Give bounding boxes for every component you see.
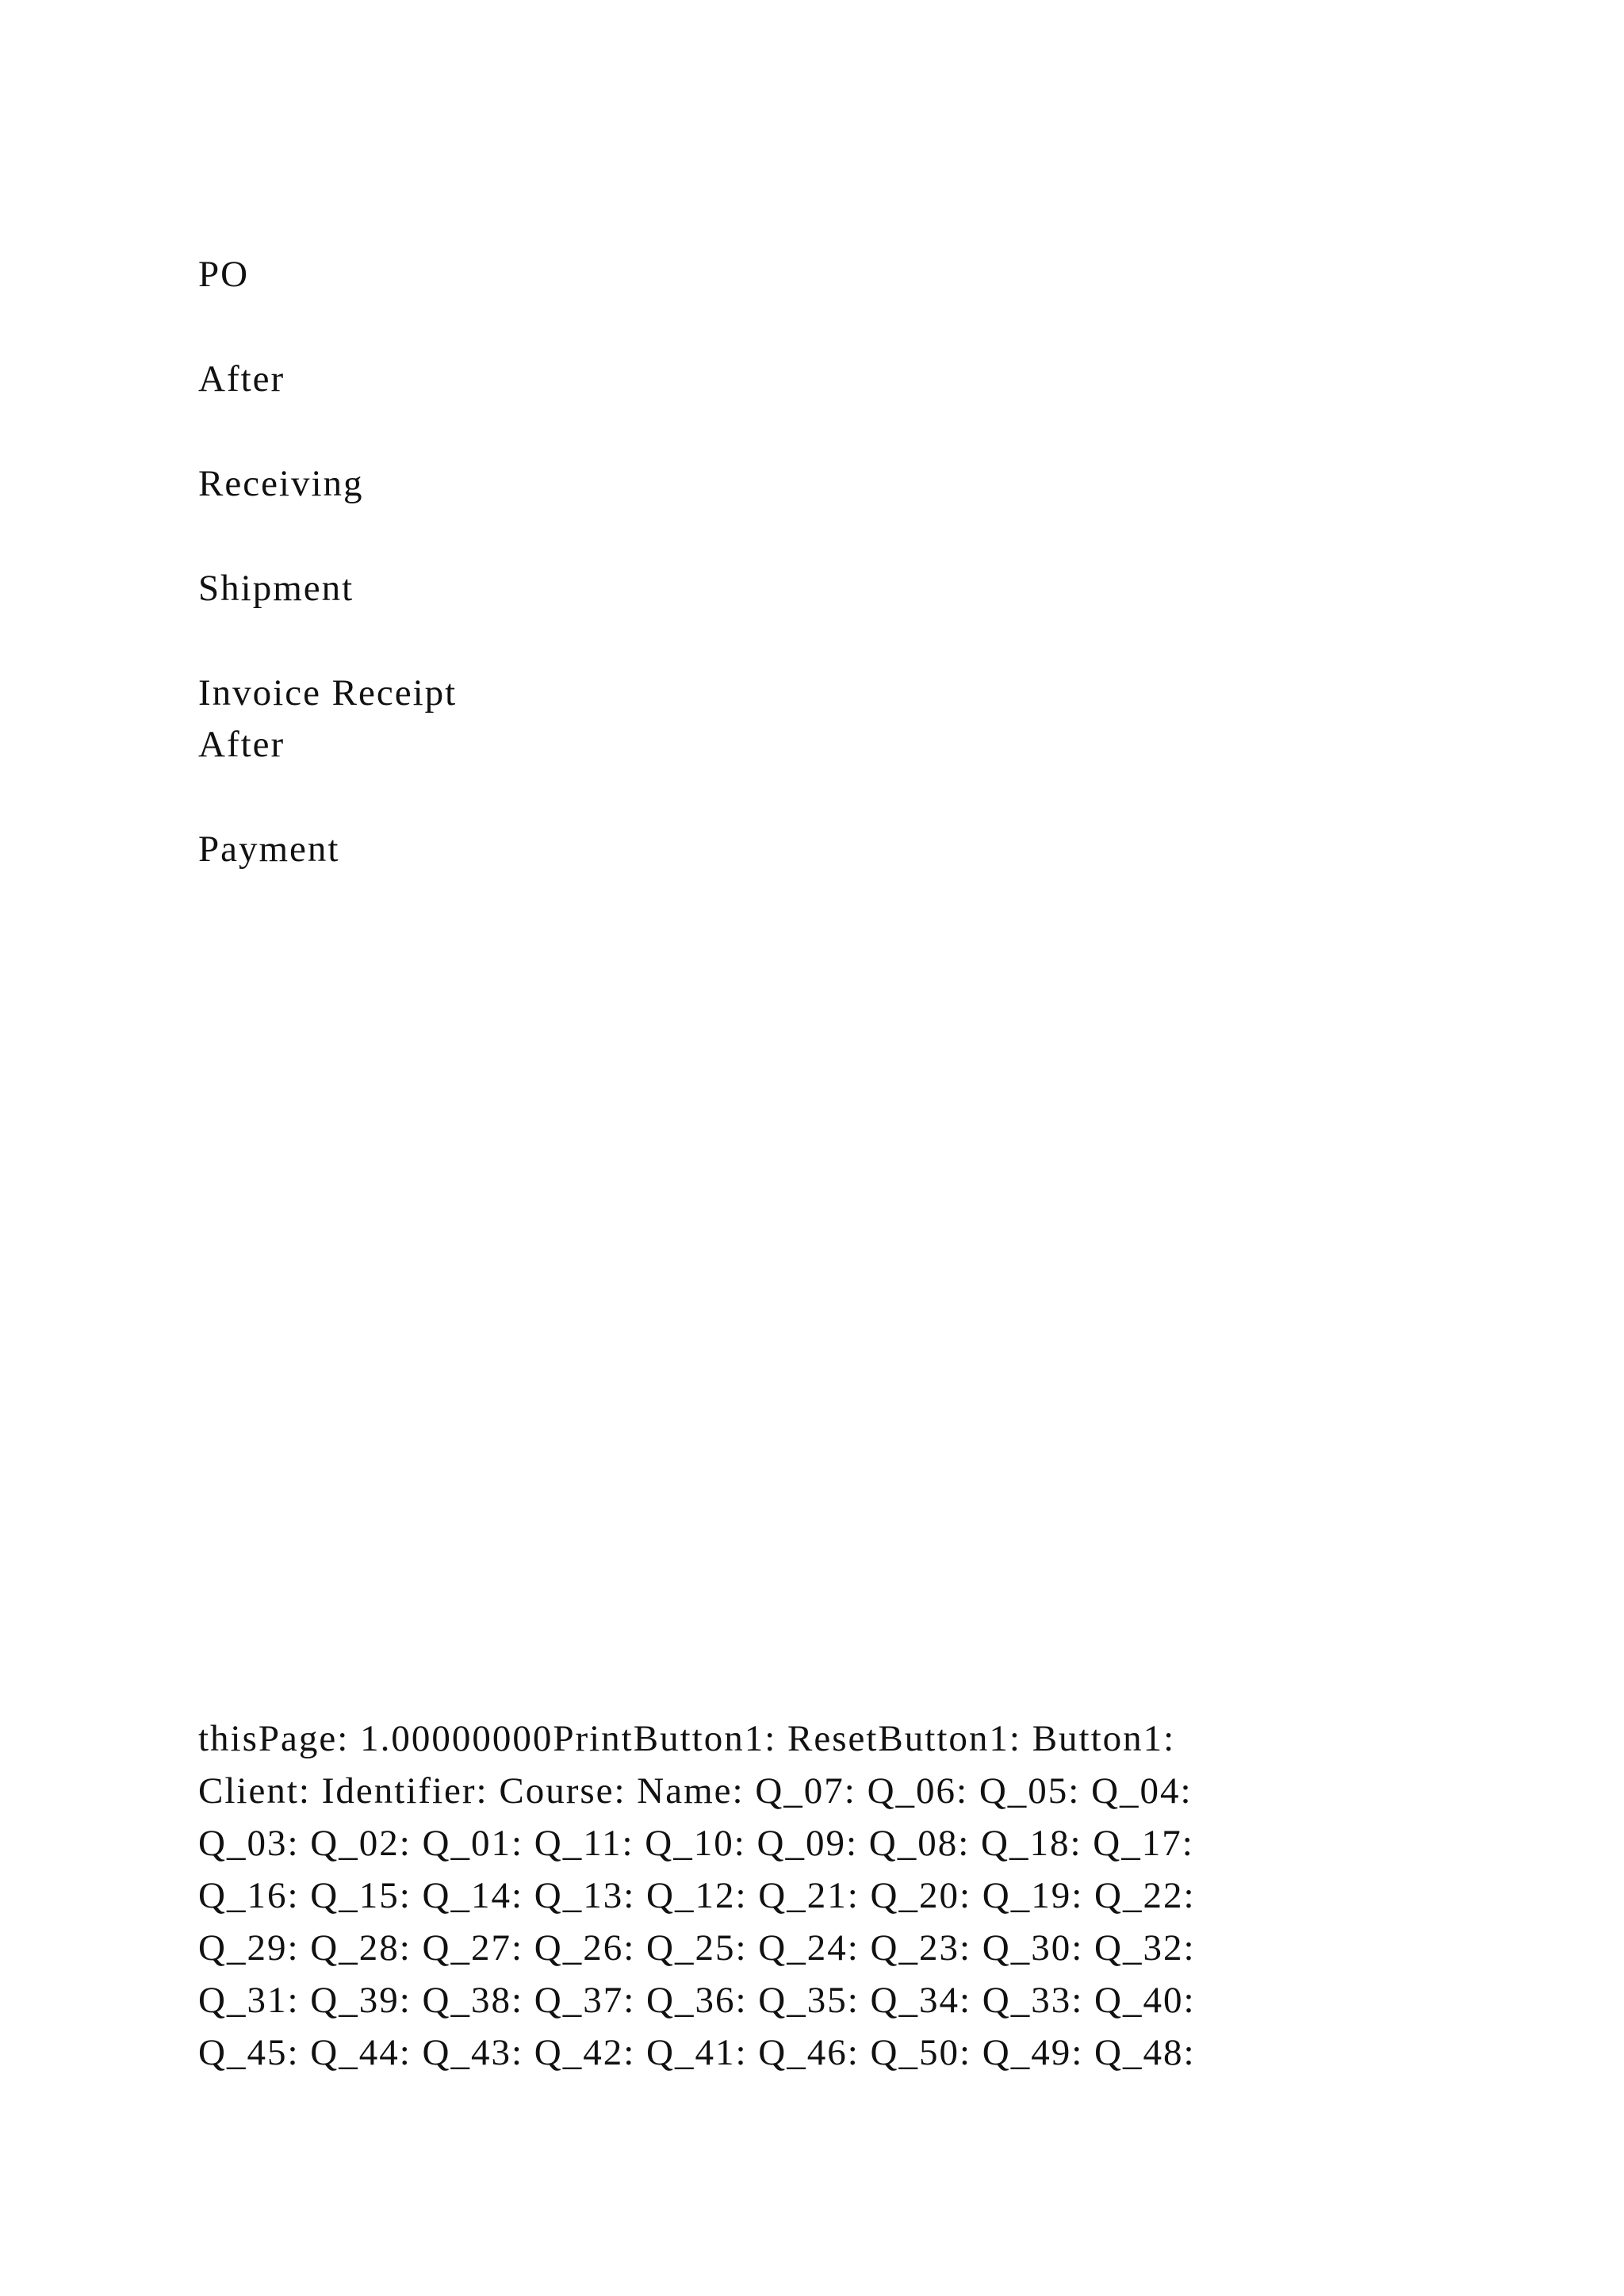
text-line-receiving: Receiving [198,463,364,504]
form-field-line: thisPage: 1.00000000PrintButton1: ResetButton1: Button1: [198,1718,1176,1759]
form-field-dump [198,1712,1435,2079]
text-line-po: PO [198,254,250,295]
text-line-shipment: Shipment [198,568,354,609]
text-line-after-2: After [198,724,285,765]
form-field-line: Q_31: Q_39: Q_38: Q_37: Q_36: Q_35: Q_34: Q_33: Q_40: [198,1980,1196,2021]
text-line-payment: Payment [198,828,340,870]
form-field-line: Q_45: Q_44: Q_43: Q_42: Q_41: Q_46: Q_50: Q_49: Q_48: [198,2032,1196,2073]
form-field-line: Q_03: Q_02: Q_01: Q_11: Q_10: Q_09: Q_08: Q_18: Q_17: [198,1823,1194,1864]
text-line-invoice-receipt: Invoice Receipt [198,672,458,714]
form-field-line: Q_29: Q_28: Q_27: Q_26: Q_25: Q_24: Q_23: Q_30: Q_32: [198,1927,1196,1969]
form-field-line: Client: Identifier: Course: Name: Q_07: Q_06: Q_05: Q_04: [198,1770,1193,1812]
text-line-after: After [198,358,285,400]
form-field-line: Q_16: Q_15: Q_14: Q_13: Q_12: Q_21: Q_20: Q_19: Q_22: [198,1875,1196,1916]
